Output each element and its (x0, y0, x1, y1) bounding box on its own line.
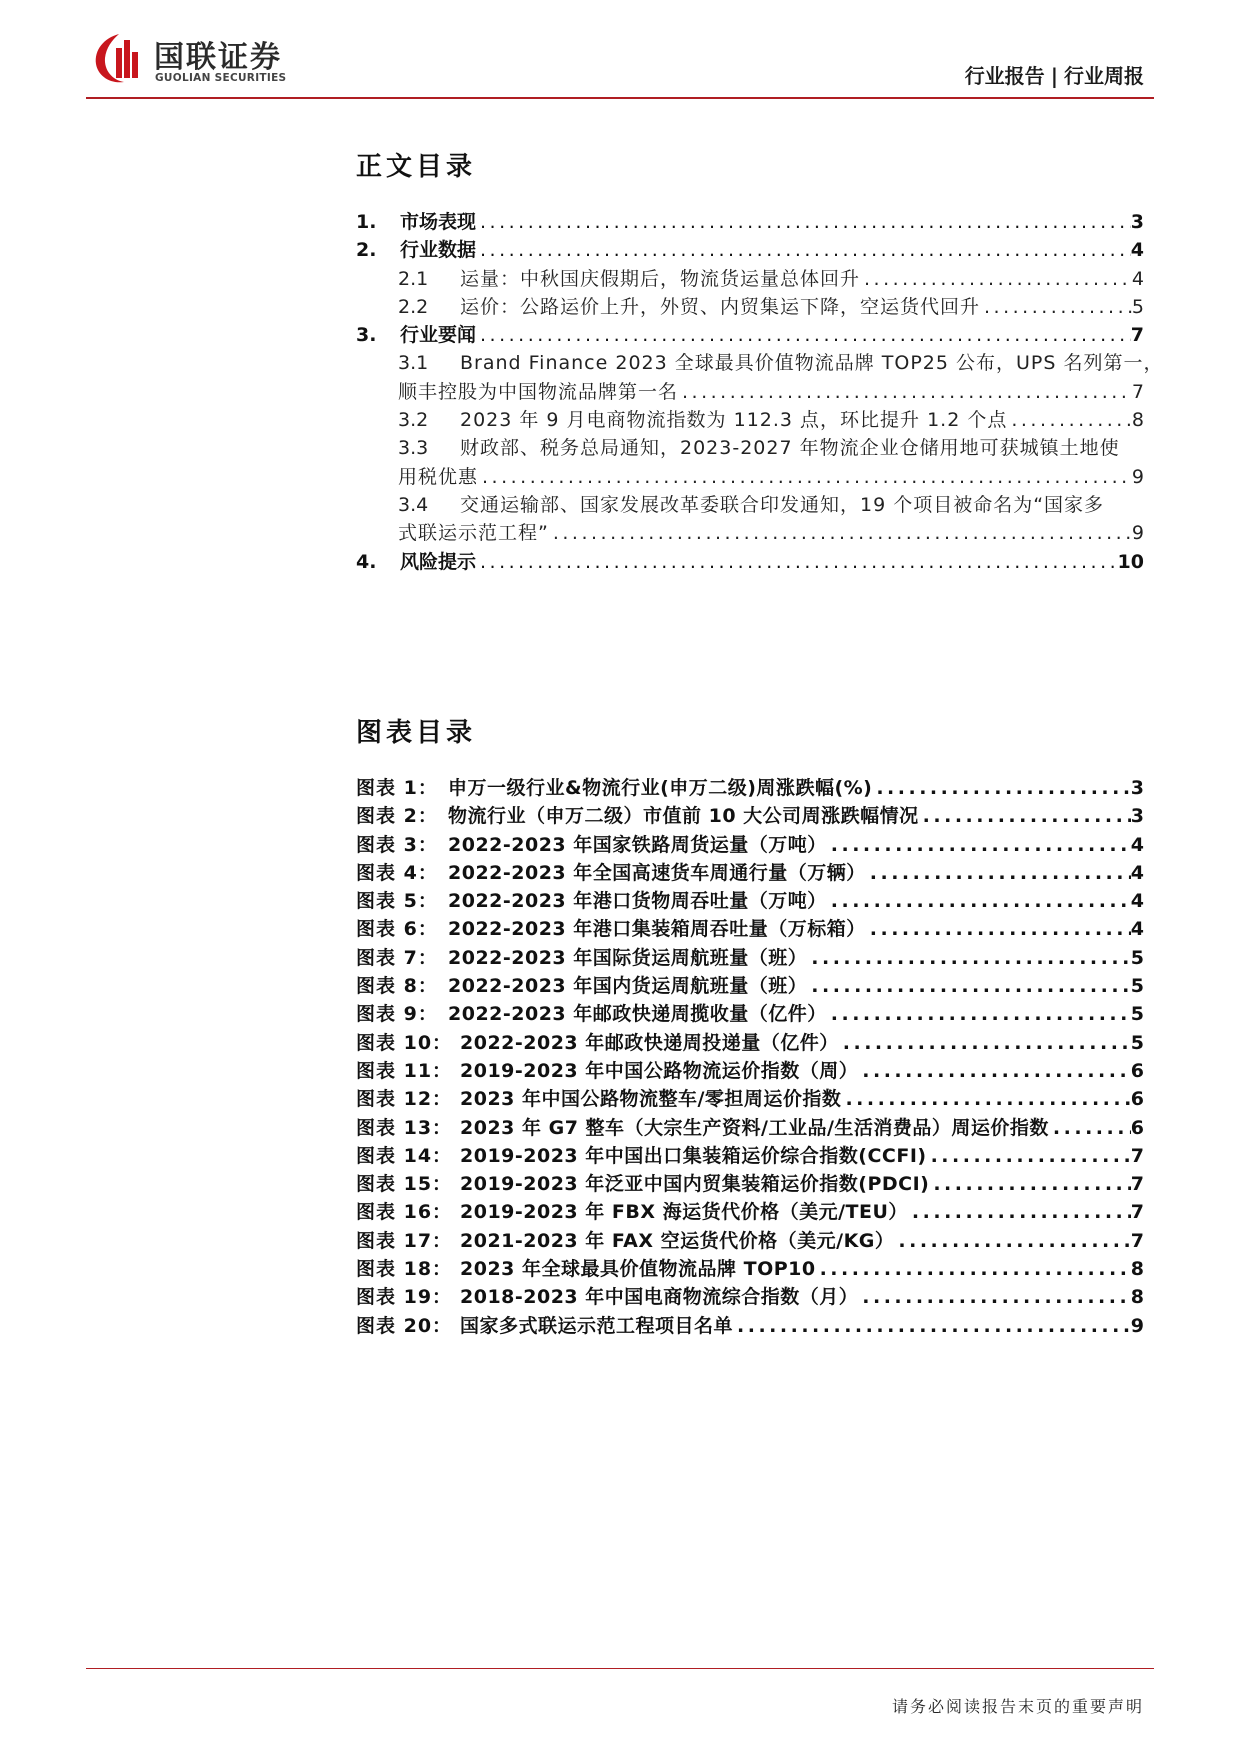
figure-page: 6 (1130, 1088, 1144, 1111)
figure-leader-dots (1049, 1114, 1131, 1142)
figure-index-item[interactable] (356, 887, 1144, 915)
toc-item-text: 市场表现 (400, 211, 477, 233)
toc-leader-dots (476, 548, 1118, 576)
toc-leader-dots (678, 378, 1132, 406)
figure-leader-dots (894, 1227, 1130, 1255)
figure-index-item[interactable] (356, 1085, 1144, 1113)
toc-subitem[interactable] (356, 434, 1144, 462)
figure-title: 2019-2023 年 FBX 海运货代价格（美元/TEU） (460, 1201, 908, 1224)
toc-item-text: 行业要闻 (400, 324, 477, 347)
figure-label: 图表 20： (356, 1314, 453, 1337)
figure-index-title: 图表目录 (356, 718, 477, 748)
figure-leader-dots (872, 774, 1130, 802)
toc-item-number: 3.4 (398, 493, 429, 516)
figure-title: 2021-2023 年 FAX 空运货代价格（美元/KG） (460, 1229, 895, 1252)
toc-item[interactable] (356, 208, 1144, 236)
figure-page: 4 (1130, 861, 1144, 884)
figure-label: 图表 17： (356, 1229, 453, 1252)
figure-title: 2023 年中国公路物流整车/零担周运价指数 (460, 1088, 842, 1111)
toc-leader-dots (1007, 406, 1132, 434)
toc-item-page: 4 (1131, 267, 1144, 290)
toc-item[interactable] (356, 236, 1144, 264)
figure-page: 4 (1130, 890, 1144, 913)
figure-label: 图表 3： (356, 833, 438, 856)
figure-leader-dots (827, 887, 1131, 915)
toc-subitem[interactable] (356, 293, 1144, 321)
figure-leader-dots (807, 972, 1131, 1000)
figure-index (356, 712, 1144, 1340)
figure-leader-dots (841, 1085, 1130, 1113)
figure-index-item[interactable] (356, 1000, 1144, 1028)
figure-leader-dots (858, 1057, 1131, 1085)
figure-leader-dots (839, 1029, 1131, 1057)
figure-page: 7 (1130, 1144, 1144, 1167)
toc-subitem-continued[interactable] (356, 519, 1144, 547)
toc-leader-dots (476, 236, 1131, 264)
figure-leader-dots (858, 1283, 1131, 1311)
figure-leader-dots (929, 1170, 1130, 1198)
toc-leader-dots (549, 519, 1132, 547)
figure-page: 7 (1130, 1201, 1144, 1224)
figure-page: 7 (1130, 1173, 1144, 1196)
figure-title: 2022-2023 年全国高速货车周通行量（万辆） (448, 861, 866, 884)
figure-page: 3 (1130, 777, 1144, 799)
toc-subitem-continued[interactable] (356, 378, 1144, 406)
toc-item-text: 运量：中秋国庆假期后，物流货运量总体回升 (460, 267, 861, 290)
figure-index-item[interactable] (356, 1255, 1144, 1283)
figure-title: 2022-2023 年国家铁路周货运量（万吨） (448, 833, 827, 856)
figure-index-item[interactable] (356, 1142, 1144, 1170)
toc-leader-dots (476, 208, 1131, 236)
figure-title: 2018-2023 年中国电商物流综合指数（月） (460, 1286, 859, 1309)
figure-label: 图表 10： (356, 1031, 453, 1054)
toc-item-page: 10 (1117, 550, 1144, 573)
toc-item-page: 7 (1131, 380, 1144, 403)
toc-item-number: 3.2 (398, 409, 429, 432)
figure-title: 2022-2023 年港口集装箱周吞吐量（万标箱） (448, 918, 866, 941)
figure-index-item[interactable] (356, 1227, 1144, 1255)
toc-item-page: 9 (1131, 465, 1144, 488)
figure-index-item[interactable] (356, 915, 1144, 943)
logo-chinese-name: 国联证券 (154, 40, 282, 75)
figure-page: 7 (1130, 1229, 1144, 1252)
toc-item-number: 4. (356, 550, 377, 573)
figure-page: 9 (1130, 1314, 1144, 1337)
footer-divider (86, 1668, 1154, 1669)
figure-label: 图表 13： (356, 1116, 453, 1139)
figure-page: 4 (1130, 918, 1144, 941)
toc-item-page: 8 (1131, 409, 1144, 432)
figure-title: 国家多式联运示范工程项目名单 (460, 1314, 734, 1337)
figure-title: 2019-2023 年中国公路物流运价指数（周） (460, 1059, 859, 1082)
toc-item-number: 3.1 (398, 352, 429, 375)
toc-leader-dots (860, 265, 1132, 293)
figure-index-item[interactable] (356, 831, 1144, 859)
logo-mark-icon (92, 30, 150, 86)
report-subtype: 行业周报 (1064, 64, 1144, 88)
figure-leader-dots (919, 802, 1131, 830)
figure-title: 2023 年全球最具价值物流品牌 TOP10 (460, 1258, 816, 1281)
figure-page: 5 (1130, 1003, 1144, 1026)
figure-index-item[interactable] (356, 1029, 1144, 1057)
toc-subitem[interactable] (356, 491, 1144, 519)
toc-subitem[interactable] (356, 265, 1144, 293)
figure-label: 图表 7： (356, 946, 438, 969)
figure-title: 申万一级行业&物流行业(申万二级)周涨跌幅(%) (448, 777, 873, 799)
figure-index-item[interactable] (356, 859, 1144, 887)
figure-title: 2022-2023 年国际货运周航班量（班） (448, 946, 808, 969)
toc-item[interactable] (356, 548, 1144, 576)
figure-title: 2022-2023 年国内货运周航班量（班） (448, 975, 808, 998)
figure-label: 图表 15： (356, 1173, 453, 1196)
header-divider (86, 97, 1154, 99)
figure-page: 5 (1130, 946, 1144, 969)
figure-label: 图表 2： (356, 805, 438, 828)
figure-leader-dots (733, 1312, 1131, 1340)
toc-item-number: 2.2 (398, 295, 429, 318)
report-category (965, 60, 1144, 89)
toc-item-text: 交通运输部、国家发展改革委联合印发通知，19 个项目被命名为“国家多 (460, 493, 1105, 516)
figure-label: 图表 4： (356, 861, 438, 884)
figure-label: 图表 19： (356, 1286, 453, 1309)
toc-leader-dots (980, 293, 1132, 321)
figure-label: 图表 12： (356, 1088, 453, 1111)
figure-label: 图表 1： (356, 777, 438, 799)
figure-index-item[interactable] (356, 1057, 1144, 1085)
toc-item-number: 3. (356, 324, 377, 347)
toc-item[interactable] (356, 321, 1144, 349)
toc-item-page: 5 (1131, 295, 1144, 318)
company-logo (92, 30, 312, 90)
toc-item-page: 7 (1130, 324, 1144, 347)
toc-item-text: 运价：公路运价上升，外贸、内贸集运下降，空运货代回升 (460, 295, 981, 318)
figure-leader-dots (816, 1255, 1131, 1283)
figure-index-item[interactable] (356, 1170, 1144, 1198)
toc-title: 正文目录 (356, 152, 477, 182)
figure-leader-dots (827, 831, 1131, 859)
toc-leader-dots (476, 321, 1131, 349)
footer-disclaimer: 请务必阅读报告末页的重要声明 (891, 1697, 1144, 1716)
toc-item-text: 风险提示 (400, 550, 477, 573)
figure-index-item[interactable] (356, 802, 1144, 830)
toc-item-page: 9 (1131, 522, 1144, 545)
figure-page: 3 (1130, 805, 1144, 828)
figure-page: 6 (1130, 1059, 1144, 1082)
figure-page: 5 (1130, 1031, 1144, 1054)
figure-index-item[interactable] (356, 774, 1144, 802)
toc-item-text: 财政部、税务总局通知，2023-2027 年物流企业仓储用地可获城镇土地使 (460, 437, 1120, 460)
figure-leader-dots (866, 859, 1131, 887)
page-header (0, 0, 1240, 100)
figure-page: 8 (1130, 1258, 1144, 1281)
figure-label: 图表 18： (356, 1258, 453, 1281)
figure-index-item[interactable] (356, 944, 1144, 972)
toc-item-text-continued: 用税优惠 (398, 465, 479, 488)
figure-label: 图表 6： (356, 918, 438, 941)
figure-label: 图表 14： (356, 1144, 453, 1167)
figure-leader-dots (866, 915, 1131, 943)
figure-label: 图表 5： (356, 890, 438, 913)
figure-label: 图表 9： (356, 1003, 438, 1026)
figure-label: 图表 11： (356, 1059, 453, 1082)
figure-page: 8 (1130, 1286, 1144, 1309)
figure-label: 图表 8： (356, 975, 438, 998)
figure-index-item[interactable] (356, 1283, 1144, 1311)
figure-title: 2022-2023 年港口货物周吞吐量（万吨） (448, 890, 827, 913)
figure-leader-dots (908, 1198, 1131, 1226)
figure-index-item[interactable] (356, 1312, 1144, 1340)
figure-index-item[interactable] (356, 972, 1144, 1000)
figure-index-item[interactable] (356, 1114, 1144, 1142)
toc-item-text: Brand Finance 2023 全球最具价值物流品牌 TOP25 公布，UPS 名列第一， (460, 352, 1164, 375)
toc-item-text: 行业数据 (400, 239, 477, 262)
toc-subitem[interactable] (356, 349, 1164, 377)
figure-page: 6 (1130, 1116, 1144, 1139)
table-of-contents (356, 146, 1164, 576)
figure-title: 2019-2023 年泛亚中国内贸集装箱运价指数(PDCI) (460, 1173, 930, 1196)
figure-title: 2019-2023 年中国出口集装箱运价综合指数(CCFI) (460, 1144, 927, 1167)
figure-leader-dots (807, 944, 1131, 972)
toc-item-number: 1. (356, 211, 377, 233)
figure-page: 4 (1130, 833, 1144, 856)
figure-list (356, 774, 1144, 1340)
toc-item-number: 3.3 (398, 437, 429, 460)
figure-title: 2022-2023 年邮政快递周投递量（亿件） (460, 1031, 839, 1054)
toc-item-number: 2. (356, 239, 377, 262)
figure-title: 2023 年 G7 整车（大宗生产资料/工业品/生活消费品）周运价指数 (460, 1116, 1049, 1139)
figure-leader-dots (827, 1000, 1131, 1028)
figure-index-item[interactable] (356, 1198, 1144, 1226)
toc-subitem[interactable] (356, 406, 1144, 434)
toc-item-text: 2023 年 9 月电商物流指数为 112.3 点，环比提升 1.2 个点 (460, 409, 1008, 432)
figure-label: 图表 16： (356, 1201, 453, 1224)
toc-item-text-continued: 顺丰控股为中国物流品牌第一名 (398, 380, 679, 403)
header-separator: | (1050, 64, 1058, 88)
toc-subitem-continued[interactable] (356, 463, 1144, 491)
figure-page: 5 (1130, 975, 1144, 998)
toc-item-text-continued: 式联运示范工程” (398, 522, 549, 545)
logo-english-name: GUOLIAN SECURITIES (155, 72, 287, 84)
toc-item-page: 3 (1130, 211, 1144, 233)
toc-leader-dots (478, 463, 1132, 491)
figure-title: 2022-2023 年邮政快递周揽收量（亿件） (448, 1003, 827, 1026)
report-type: 行业报告 (964, 64, 1045, 88)
toc-item-page: 4 (1130, 239, 1144, 262)
figure-leader-dots (927, 1142, 1131, 1170)
figure-title: 物流行业（申万二级）市值前 10 大公司周涨跌幅情况 (448, 805, 919, 828)
toc-item-number: 2.1 (398, 267, 429, 290)
